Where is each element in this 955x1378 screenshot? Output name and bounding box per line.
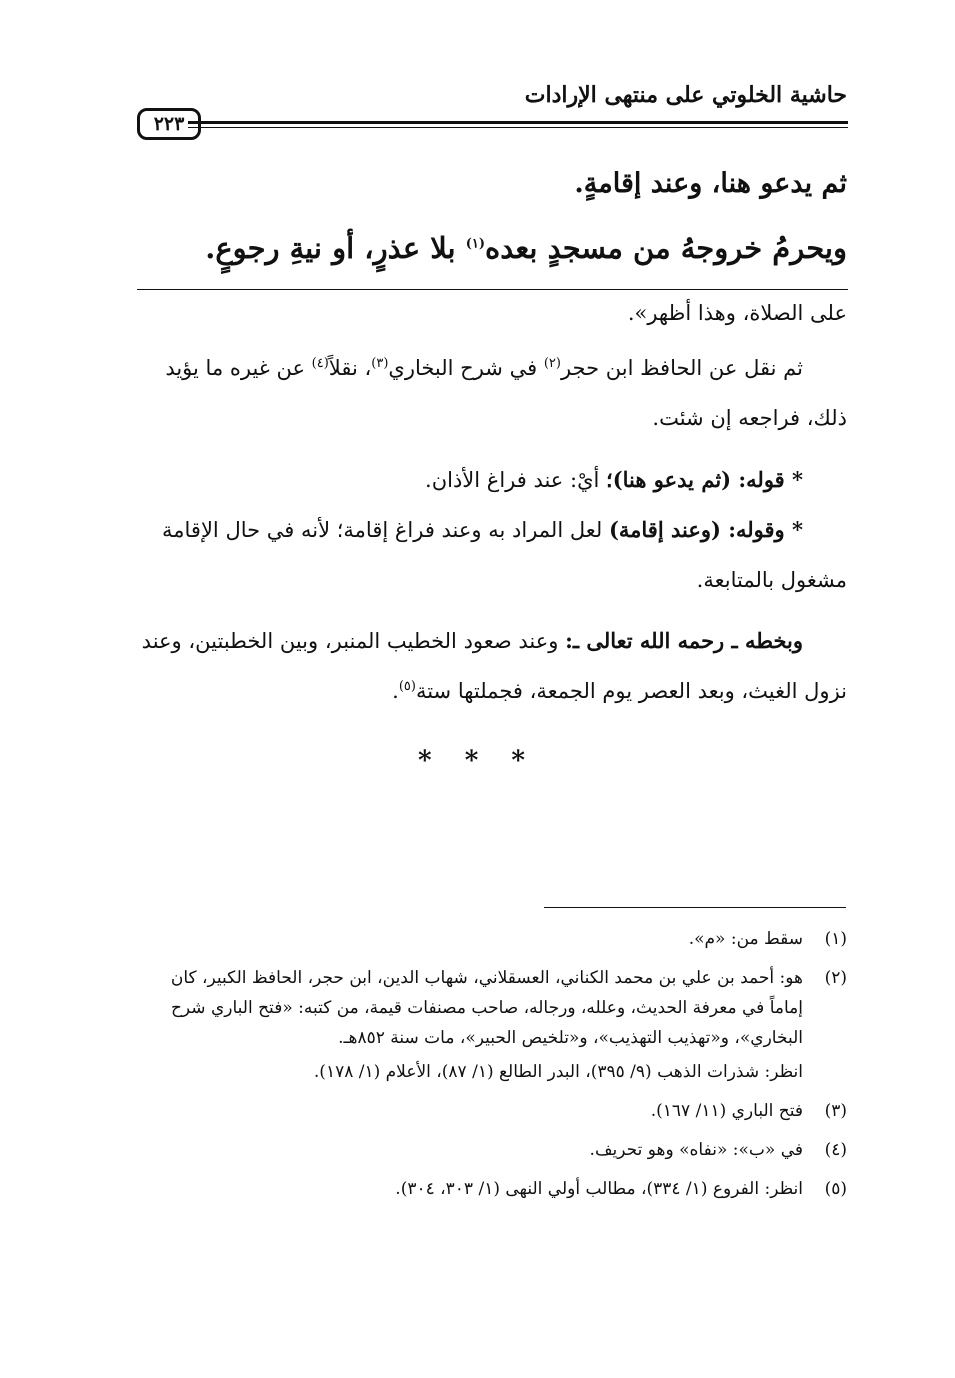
lemma: وبخطه ـ رحمه الله تعالى ـ: bbox=[565, 628, 803, 653]
footnote-separator bbox=[544, 907, 846, 908]
footnote-item bbox=[136, 1135, 847, 1165]
footnotes bbox=[136, 924, 847, 1213]
commentary-paragraph-3 bbox=[136, 455, 847, 505]
commentary-text: . bbox=[392, 679, 399, 703]
commentary-paragraph-1: على الصلاة، وهذا أظهر». bbox=[627, 301, 847, 325]
footnote-ref: (١) bbox=[465, 236, 486, 252]
page-number: ٢٢٣ bbox=[137, 108, 201, 140]
footnote-number: (٣) bbox=[824, 1101, 847, 1121]
footnote-sources: انظر: شذرات الذهب (٩/ ٣٩٥)، البدر الطالع (١/ ٨٧)، الأعلام (١/ ١٧٨). bbox=[313, 1062, 803, 1082]
footnote-item bbox=[136, 924, 847, 954]
commentary-text: ، نقلاً bbox=[328, 356, 372, 380]
footnote-item bbox=[136, 1096, 847, 1126]
commentary-text: أيْ: عند فراغ الأذان. bbox=[425, 468, 607, 492]
commentary-text: عن غيره ما يؤيد ذلك، فراجعه إن شئت. bbox=[165, 356, 847, 430]
header-rule-thin bbox=[188, 127, 848, 128]
footnote-text: في «ب»: «نفاه» وهو تحريف. bbox=[589, 1140, 803, 1160]
running-title: حاشية الخلوتي على منتهى الإرادات bbox=[524, 82, 847, 108]
footnote-text: هو: أحمد بن علي بن محمد الكناني، العسقلاني، شهاب الدين، ابن حجر، الحافظ الكبير، كان إماماً في معرفة الحديث، وعلله، ورجاله، صاحب مصنفات قيمة، من كتبه: «فتح الباري شرح البخاري»، و«تهذيب التهذيب»، و«تلخيص الحبير»، مات سنة ٨٥٢هـ. bbox=[170, 968, 803, 1048]
section-divider: * * * bbox=[418, 746, 537, 776]
footnote-body bbox=[136, 963, 803, 1087]
footnote-number: (٥) bbox=[824, 1179, 847, 1199]
commentary-paragraph-2 bbox=[136, 343, 847, 443]
footnote-ref: (٢) bbox=[543, 356, 561, 371]
commentary-text: لعل المراد به وعند فراغ إقامة؛ لأنه في حال الإقامة مشغول بالمتابعة. bbox=[162, 518, 847, 592]
footnote-item bbox=[136, 1174, 847, 1204]
footnote-number: (٢) bbox=[824, 968, 847, 988]
footnote-text: فتح الباري (١١/ ١٦٧). bbox=[650, 1101, 803, 1121]
footnote-text: انظر: الفروع (١/ ٣٣٤)، مطالب أولي النهى (١/ ٣٠٣، ٣٠٤). bbox=[395, 1179, 803, 1199]
footnote-number: (١) bbox=[824, 929, 847, 949]
matn-text: ويحرمُ خروجهُ من مسجدٍ بعده bbox=[485, 231, 847, 265]
footnote-item bbox=[136, 963, 847, 1087]
commentary-paragraph-4 bbox=[136, 505, 847, 605]
footnote-number: (٤) bbox=[824, 1140, 847, 1160]
matn-text: بلا عذرٍ، أو نيةِ رجوعٍ. bbox=[205, 231, 466, 265]
commentary-text: ثم نقل عن الحافظ ابن حجر bbox=[560, 356, 803, 380]
footnote-ref: (٤) bbox=[311, 356, 329, 371]
commentary-text: في شرح البخاري bbox=[388, 356, 544, 380]
header-rule bbox=[188, 121, 848, 124]
commentary-paragraph-5 bbox=[136, 616, 847, 716]
footnote-ref: (٥) bbox=[398, 679, 416, 694]
commentary-text: وعند صعود الخطيب المنبر، وبين الخطبتين، وعند نزول الغيث، وبعد العصر يوم الجمعة، فجملتها ستة bbox=[141, 629, 847, 703]
matn-line-1: ثم يدعو هنا، وعند إقامةٍ. bbox=[574, 168, 847, 199]
matn-line-2 bbox=[147, 223, 847, 273]
footnote-ref: (٣) bbox=[371, 356, 389, 371]
footnote-text: سقط من: «م». bbox=[688, 929, 803, 949]
lemma: * وقوله: (وعند إقامة) bbox=[608, 517, 803, 542]
lemma: * قوله: (ثم يدعو هنا)؛ bbox=[606, 467, 803, 492]
